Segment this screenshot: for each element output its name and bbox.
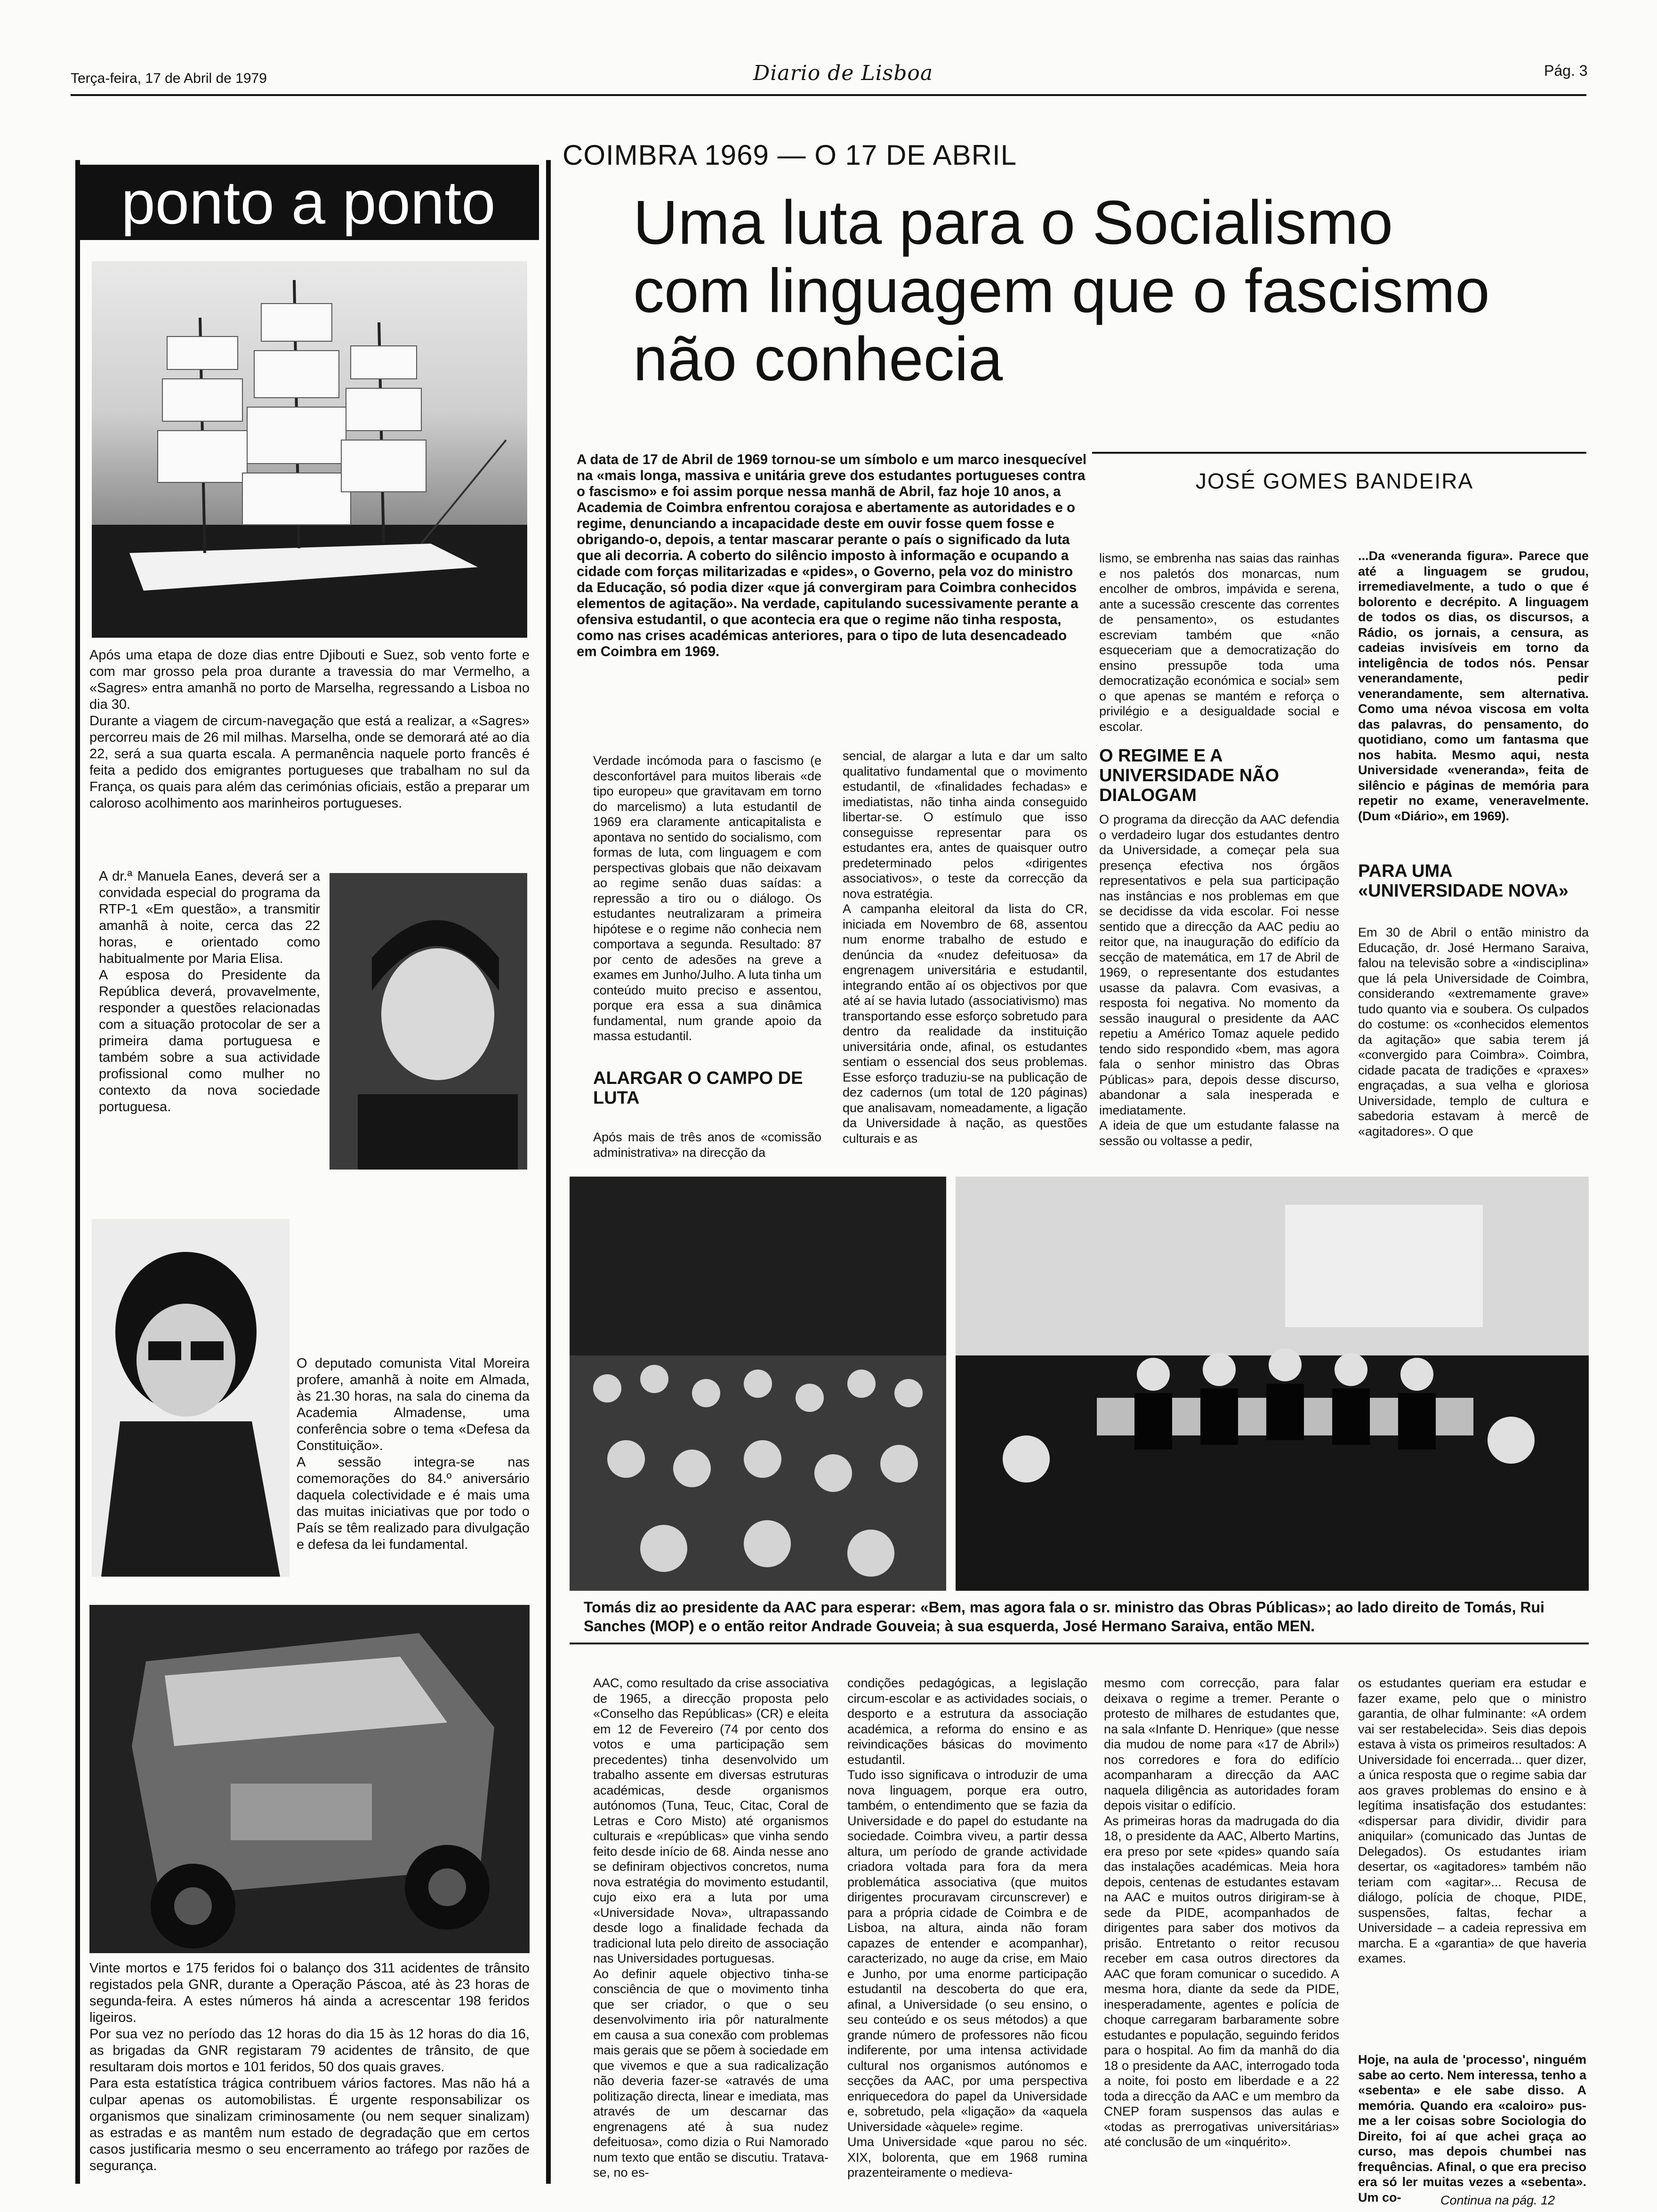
- header-rule: [71, 94, 1586, 96]
- photo-caption: Tomás diz ao presidente da AAC para esperar: «Bem, mas agora fala o sr. ministro das Obras Públicas»; ao lado direito de Tomás, Rui Sanches (MOP) e o então reitor Andrade Gouveia; à sua esquerda, José Hermano Saraiva, então MEN.: [584, 1599, 1544, 1635]
- header-date: Terça-feira, 17 de Abril de 1979: [71, 71, 267, 86]
- article-b1: AAC, como resultado da crise associativa de 1965, a direcção proposta pelo «Conselho das Repúblicas» (CR) e eleita em 12 de Fevereiro (74 por cento dos votos e uma participação sem precedentes) tinha desenvolvido um trabalho assente em diversas estruturas académicas, desde organismos autónomos (Tuna, Teuc, Citac, Coral de Letras e Coro Misto) até organismos culturais e «repúblicas» que vinha sendo feito desde início de 68. Ainda nesse ano se definiram objectivos concretos, numa nova estratégia do movimento estudantil, cujo eixo era a luta por uma «Universidade Nova», ultrapassando desde logo a finalidade fechada da tradicional luta pelo direito de associação nas Universidades portuguesas. Ao definir aquele objectivo tinha-se consciência de que o movimento tinha que ser criador, o que o seu desenvolvimento iria pôr naturalmente em causa a sua conexão com problemas mais gerais que se põem à sociedade em que vivemos e que a sua radicalização não deveria fazer-se «através de uma politização directa, linear e imediata, mas através de um descarnar das engrenagens até à sua nudez defeituosa», como dizia o Rui Namorado num texto que então se discutiu. Tratava-se, no es-: [593, 1676, 828, 2180]
- manuela-eanes-photo: [330, 873, 527, 1170]
- traffic-accidents-text: Vinte mortos e 175 feridos foi o balanço dos 311 acidentes de trânsito registados pela GNR, durante a Operação Páscoa, até às 23 horas de segunda-feira. A estes números há ainda a acrescentar 198 feridos ligeiros. Por sua vez no período das 12 horas do dia 15 às 12 horas do dia 16, as brigadas da GNR registaram 79 acidentes de trânsito, de que resultaram dois mortos e 101 feridos, 50 dos quais graves. Para esta estatística trágica contribuem vários factores. Mas não há a culpar apenas os automobilistas. É urgente responsabilizar os organismos que sinalizam criminosamente (ou nem sequer sinalizam) as estradas e as mantêm num estado de degradação que em certos casos justificaria mesmo o seu encerramento ao tráfego por razões de segurança.: [89, 1961, 530, 2173]
- sagres-text: Após uma etapa de doze dias entre Djibouti e Suez, sob vento forte e com mar grosso pela proa durante a travessia do mar Vermelho, a «Sagres» entra amanhã no porto de Marselha, regressando a Lisboa no dia 30. Durante a viagem de circum-navegação que está a realizar, a «Sagres» percorreu mais de 26 mil milhas. Marselha, onde se demorará até ao dia 22, será a sua quarta escala. A permanência naquele porto francês é feita a pedido dos emigrantes portugueses que trabalham no sul da França, os quais para além das cerimónias oficiais, estão a preparar um caloroso acolhimento aos marinheiros portugueses.: [89, 648, 530, 811]
- caption-rule: [570, 1643, 1589, 1644]
- masthead-title: Diario de Lisboa: [753, 61, 933, 85]
- article-b2: condições pedagógicas, a legislação circum-escolar e as actividades sociais, o desporto e a estrutura da associação académica, a reforma do ensino e as reivindicações básicas do movimento estudantil. Tudo isso significava o introduzir de uma nova linguagem, porque era outro, também, o entendimento que se fazia da Universidade e do papel do estudante na sociedade. Coimbra viveu, a partir dessa altura, um período de grande actividade criadora voltada para fora da mera problemática associativa (que muitos dirigentes procuravam circunscrever) e para a própria cidade de Coimbra e de Lisboa, na altura, ainda não foram capazes de entender e acompanhar), caracterizado, no auge da crise, em Maio e Junho, por uma enorme participação estudantil na descoberta do que era, afinal, a Universidade (o seu ensino, o seu conteúdo e os seus métodos) a que grande número de professores não ficou indiferente, por uma intensa actividade cultural nos organismos autónomos e secções da AAC, por uma perspectiva enriquecedora do papel da Universidade e, sobretudo, pela «ligação» da «aquela Universidade «àquele» regime. Uma Universidade «que parou no séc. XIX, bolorenta, que em 1968 rumina prazenteiramente o medieva-: [847, 1676, 1087, 2180]
- article-b3: mesmo com correcção, para falar deixava o regime a tremer. Perante o protesto de milhares de estudantes que, na sala «Infante D. Henrique» (que nesse dia mudou de nome para «17 de Abril») nos corredores e fora do edifício acompanharam a direcção da AAC naquela diligência as autoridades foram depois visitar o edifício. As primeiras horas da madrugada do dia 18, o presidente da AAC, Alberto Martins, era preso por sete «pides» quando saía das instalações académicas. Meia hora depois, centenas de estudantes estavam na AAC e muitos outros dirigiram-se à sede da PIDE, acompanhados de dirigentes para saber dos motivos da prisão. Entretanto o reitor recusou receber em casa outros directores da AAC que foram comunicar o sucedido. A mesma hora, diante da sede da PIDE, inesperadamente, agentes e polícia de choque carregaram barbaramente sobre estudantes e população, seguindo feridos para o hospital. Ao fim da manhã do dia 18 o presidente da AAC, interrogado toda a noite, foi posto em liberdade e a 22 toda a direcção da AAC e um membro da CNEP foram suspensos das aulas e «todas as prerrogativas universitárias» até conclusão de um «inquérito».: [1104, 1676, 1339, 2149]
- subhead-alargar: ALARGAR O CAMPO DE LUTA: [593, 1068, 803, 1108]
- article-col4-body: Em 30 de Abril o então ministro da Educação, dr. José Hermano Saraiva, falou na televisão sobre a «indisciplina» que lá pela Universidade de Coimbra, considerando «extremamente grave» tudo quanto via e soubera. Os culpados do costume: os «conhecidos elementos da agitação» que sabia terem já «convergido para Coimbra». Coimbra, cidade pacata de tradições e «praxes» engraçadas, a sua velha e gloriosa Universidade, templo de cultura e sabedoria estavam à mercê de «agitadores». O que: [1358, 925, 1589, 1138]
- accident-truck-photo: [89, 1605, 530, 1953]
- article-byline: JOSÉ GOMES BANDEIRA: [1196, 469, 1474, 493]
- article-b4: os estudantes queriam era estudar e fazer exame, pelo que o ministro garantia, de olhar fulminante: «A ordem vai ser restabelecida». Seis dias depois estava à vista os primeiros resultados: A Universidade foi encerrada... quer dizer, a única resposta que o regime sabia dar aos graves problemas do ensino e à legítima insatisfação dos estudantes: «dispersar para dividir, dividir para aniquilar» (comunicado das Juntas de Delegados). Os estudantes iriam desertar, os «agitadores» também não teriam com «agitar»... Recusa de diálogo, polícia de choque, PIDE, suspensões, faltas, fechar a Universidade – a cadeia repressiva em marcha. E a «garantia» de que haveria exames.: [1358, 1676, 1586, 1965]
- ceremony-crowd-photo: [570, 1177, 946, 1591]
- officials-table-icon: [956, 1177, 1589, 1591]
- continued-note: Continua na pág. 12: [1440, 2193, 1555, 2207]
- section-title: ponto a ponto: [78, 165, 539, 240]
- vital-moreira-photo: [92, 1219, 290, 1577]
- ceremony-podium-photo: [956, 1177, 1589, 1591]
- crowd-icon: [570, 1177, 946, 1591]
- subhead-universidade-nova: PARA UMA «UNIVERSIDADE NOVA»: [1358, 861, 1569, 901]
- sailing-ship-illustration: [92, 261, 527, 638]
- article-col1-tail: Após mais de três anos de «comissão administrativa» na direcção da: [593, 1130, 821, 1160]
- portrait-woman-icon: [330, 873, 527, 1170]
- vital-moreira-text: O deputado comunista Vital Moreira profere, amanhã à noite em Almada, às 21.30 horas, na sala do cinema da Academia Almadense, uma conferência sobre o tema «Defesa da Constituição». A sessão integra-se nas comemorações do 84.º aniversário daquela colectividade e é mais uma das muitas iniciativas que por todo o País se têm realizado para divulgação e defesa da lei fundamental.: [297, 1356, 530, 1552]
- article-col3: lismo, se embrenha nas saias das rainhas e nos paletós dos monarcas, num encolher de ombros, impávida e serena, ante a sucessão crescente das correntes de pensamento», os estudantes escreviam também que «não esqueceriam que a democratização do ensino pressupõe toda uma democratização económica e social» sem o que apenas se mantém e reforça o privilégio e a desigualdade social e escolar.: [1099, 551, 1339, 734]
- diario-quote: ...Da «veneranda figura». Parece que até a linguagem se grudou, irremediavelmente, a tudo o que é bolorento e decrépito. A linguagem de todos os dias, os discursos, a Rádio, os jornais, a censura, as cadeias invisíveis em torno da inteligência de todos nós. Pensar venerandamente, pedir venerandamente, sem alternativa. Como uma névoa viscosa em volta das palavras, do pensamento, do quotidiano, como um fantasma que nos habita. Mesmo aqui, nesta Universidade «veneranda», feita de silêncio e páginas de memória para repetir no exame, veneravelmente. (Dum «Diário», em 1969).: [1358, 549, 1589, 823]
- subhead-regime: O REGIME E A UNIVERSIDADE NÃO DIALOGAM: [1099, 746, 1279, 805]
- eanes-text: A dr.ª Manuela Eanes, deverá ser a convidada especial do programa da RTP-1 «Em questão», a transmitir amanhã à noite, cerca das 22 horas, e orientado como habitualmente por Maria Elisa. A esposa do Presidente da República deverá, provavelmente, responder a questões relacionadas com a situação protocolar de ser a primeira dama portuguesa e também sobre a sua actividade profissional como mulher no contexto da nova sociedade portuguesa.: [99, 869, 320, 1114]
- article-col1: Verdade incómoda para o fascismo (e desconfortável para muitos liberais «de tipo europeu» que gravitavam em torno do marcelismo) a luta estudantil de 1969 era claramente anticapitalista e apontava no sentido do socialismo, com formas de luta, com linguagem e com perspectivas globais que não deixavam ao regime senão duas saídas: a repressão a tiro ou o diálogo. Os estudantes neutralizaram a primeira hipótese e o regime não conhecia nem comportava a segunda. Resultado: 87 por cento de adesões na greve a exames em Junho/Julho. A luta tinha um conteúdo muito preciso e assentou, porque era essa a sua dinâmica fundamental, num grande apoio da massa estudantil.: [593, 753, 821, 1043]
- article-lead: A data de 17 de Abril de 1969 tornou-se um símbolo e um marco inesquecível na «mais longa, massiva e unitária greve dos estudantes portugueses contra o fascismo» e foi assim porque nessa manhã de Abril, faz hoje 10 anos, a Academia de Coimbra enfrentou corajosa e abertamente as autoridades e o regime, denunciando a incapacidade deste em ouvir fosse quem fosse e obrigando-o, depois, a tentar mascarar perante o país o significado da luta que ali decorria. A coberto do silêncio imposto à informação e ocupando a cidade com forças militarizadas e «pides», o Governo, pela voz do ministro da Educação, só podia dizer «que já convergiram para Coimbra conhecidos elementos de agitação». Na verdade, capitulando sucessivamente perante a ofensiva estudantil, o que acontecia era que o regime não tinha resposta, como nas crises académicas anteriores, para o tipo de luta desencadeado em Coimbra em 1969.: [577, 452, 1087, 659]
- article-b4-quote: Hoje, na aula de 'processo', ninguém sabe ao certo. Nem interessa, tenho a «sebenta» e ele sabe disso. A memória. Quando era «caloiro» pus-me a ler coisas sobre Sociologia do Direito, foi aí que achei graça ao curso, mas depois chumbei nas frequências. Afinal, o que era preciso era só ler muitas vezes a «sebenta». Um co-: [1358, 2052, 1586, 2204]
- article-col3-body: O programa da direcção da AAC defendia o verdadeiro lugar dos estudantes dentro da Universidade, a começar pela sua presença efectiva nos órgãos representativos e pela sua participação nas instâncias e nos problemas em que se decidisse da vida escolar. Foi nesse sentido que a direcção da AAC pediu ao reitor que, na inauguração do edifício da secção de matemática, em 17 de Abril de 1969, o representante dos estudantes usasse da palavra. Com evasivas, a resposta foi negativa. No momento da sessão inaugural o presidente da AAC repetiu a Américo Tomaz aquele pedido tendo sido respondido «bem, mas agora fala o senhor ministro das Obras Públicas» para, depois desse discurso, abandonar a sala inesperada e imediatamente. A ideia de que um estudante falasse na sessão ou voltasse a pedir,: [1099, 812, 1339, 1148]
- ship-photo: [92, 261, 527, 638]
- truck-wreck-icon: [89, 1605, 530, 1953]
- portrait-man-icon: [92, 1219, 290, 1577]
- article-kicker: COIMBRA 1969 — O 17 DE ABRIL: [563, 139, 1017, 171]
- page-number: Pág. 3: [1544, 62, 1588, 79]
- byline-rule: [1092, 452, 1586, 454]
- article-col2: sencial, de alargar a luta e dar um salto qualitativo fundamental que o movimento estudantil, de «finalidades fechadas» e imediatistas, não tinha ainda conseguido libertar-se. O estímulo que isso conseguisse representar para os estudantes era, antes de quaisquer outro predeterminado pelos «dirigentes associativos», o teste da correcção da nova estratégia. A campanha eleitoral da lista do CR, iniciada em Novembro de 68, assentou num enorme trabalho de estudo e denúncia da «nudez defeituosa» da engrenagem universitária e estudantil, integrando então aí os objectivos por que até aí se havia lutado (associativismo) mas transportando esse esforço sobretudo para dentro da realidade da instituição universitária onde, afinal, os estudantes sentiam o essencial dos seus problemas. Esse esforço traduziu-se na publicação de dez cadernos (um total de 120 páginas) que analisavam, nomeadamente, a ligação da Universidade à nação, as questões culturais e as: [843, 749, 1087, 1146]
- article-headline: Uma luta para o Socialismo com linguagem que o fascismo não conhecia: [633, 188, 1490, 393]
